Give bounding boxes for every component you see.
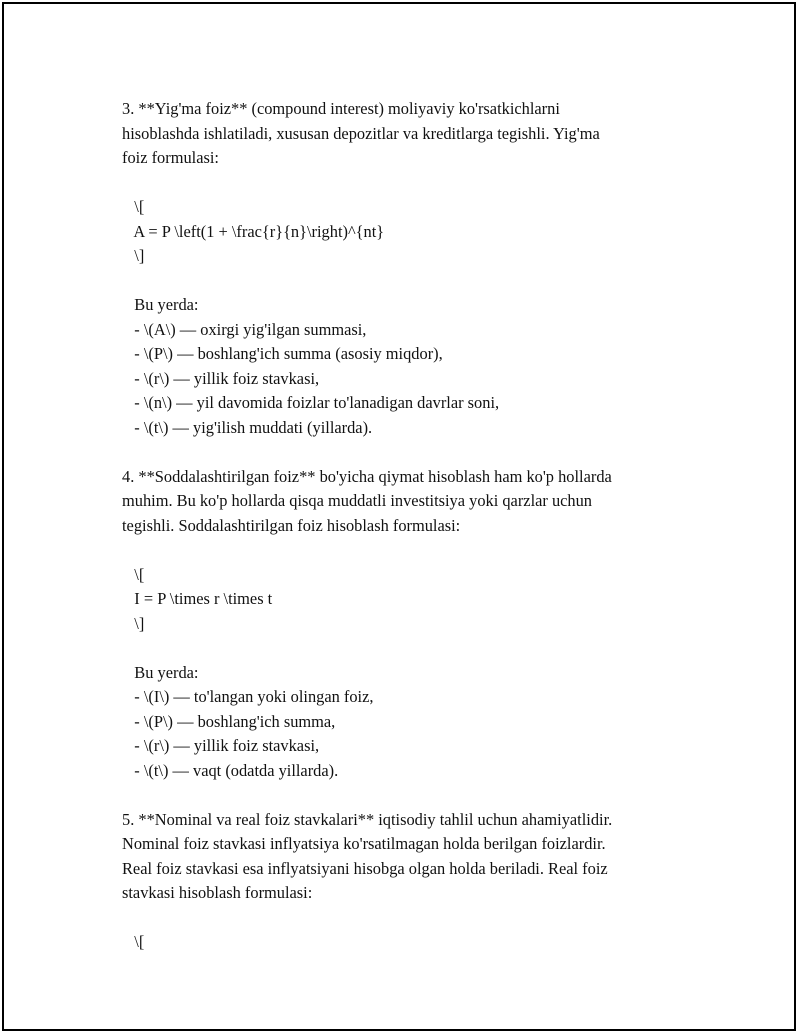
section4-formula-open: \[	[122, 564, 145, 584]
section5-line-1: 5. **Nominal va real foiz stavkalari** iqtisodiy tahlil uchun ahamiyatlidir.	[122, 809, 613, 829]
section4-item-r: - \(r\) — yillik foiz stavkasi,	[122, 736, 320, 755]
section4-item-i: - \(I\) — to'langan yoki olingan foiz,	[122, 687, 374, 706]
section3-where-label: Bu yerda:	[122, 295, 199, 314]
section3-item-p: - \(P\) — boshlang'ich summa (asosiy miqdor),	[122, 344, 443, 363]
section5-line-3: Real foiz stavkasi esa inflyatsiyani hisobga olgan holda beriladi. Real foiz	[122, 858, 608, 878]
section3-item-t: - \(t\) — yig'ilish muddati (yillarda).	[122, 417, 373, 437]
section3-line-3: foiz formulasi:	[122, 148, 219, 167]
blank-line	[122, 171, 682, 196]
blank-line	[122, 440, 682, 465]
section3-item-a: - \(A\) — oxirgi yig'ilgan summasi,	[122, 319, 367, 339]
section4-item-p: - \(P\) — boshlang'ich summa,	[122, 711, 336, 731]
blank-line	[122, 636, 682, 661]
blank-line	[122, 269, 682, 294]
section3-formula-open: \[	[122, 197, 145, 216]
section4-item-t: - \(t\) — vaqt (odatda yillarda).	[122, 760, 339, 780]
blank-line	[122, 906, 682, 931]
section4-line-1: 4. **Soddalashtirilgan foiz** bo'yicha qiymat hisoblash ham ko'p hollarda	[122, 466, 612, 486]
section3-line-2: hisoblashda ishlatiladi, xususan depozitlar va kreditlarga tegishli. Yig'ma	[122, 123, 600, 143]
section3-line-1: 3. **Yig'ma foiz** (compound interest) moliyaviy ko'rsatkichlarni	[122, 99, 560, 118]
section5-line-2: Nominal foiz stavkasi inflyatsiya ko'rsatilmagan holda berilgan foizlardir.	[122, 834, 606, 853]
blank-line	[122, 538, 682, 563]
section4-formula-close: \]	[122, 613, 145, 633]
section4-formula-body: I = P \times r \times t	[122, 589, 273, 608]
section3-formula-body: A = P \left(1 + \frac{r}{n}\right)^{nt}	[122, 221, 385, 241]
section3-item-r: - \(r\) — yillik foiz stavkasi,	[122, 368, 320, 388]
document-body	[122, 97, 682, 955]
section4-line-2: muhim. Bu ko'p hollarda qisqa muddatli investitsiya yoki qarzlar uchun	[122, 491, 593, 510]
section4-where-label: Bu yerda:	[122, 662, 199, 682]
section3-formula-close: \]	[122, 246, 145, 265]
section5-line-4: stavkasi hisoblash formulasi:	[122, 883, 313, 902]
page-frame	[2, 2, 796, 1031]
blank-line	[122, 783, 682, 808]
section5-formula-open: \[	[122, 932, 145, 951]
section3-item-n: - \(n\) — yil davomida foizlar to'lanadigan davrlar soni,	[122, 393, 500, 412]
section4-line-3: tegishli. Soddalashtirilgan foiz hisoblash formulasi:	[122, 515, 461, 535]
